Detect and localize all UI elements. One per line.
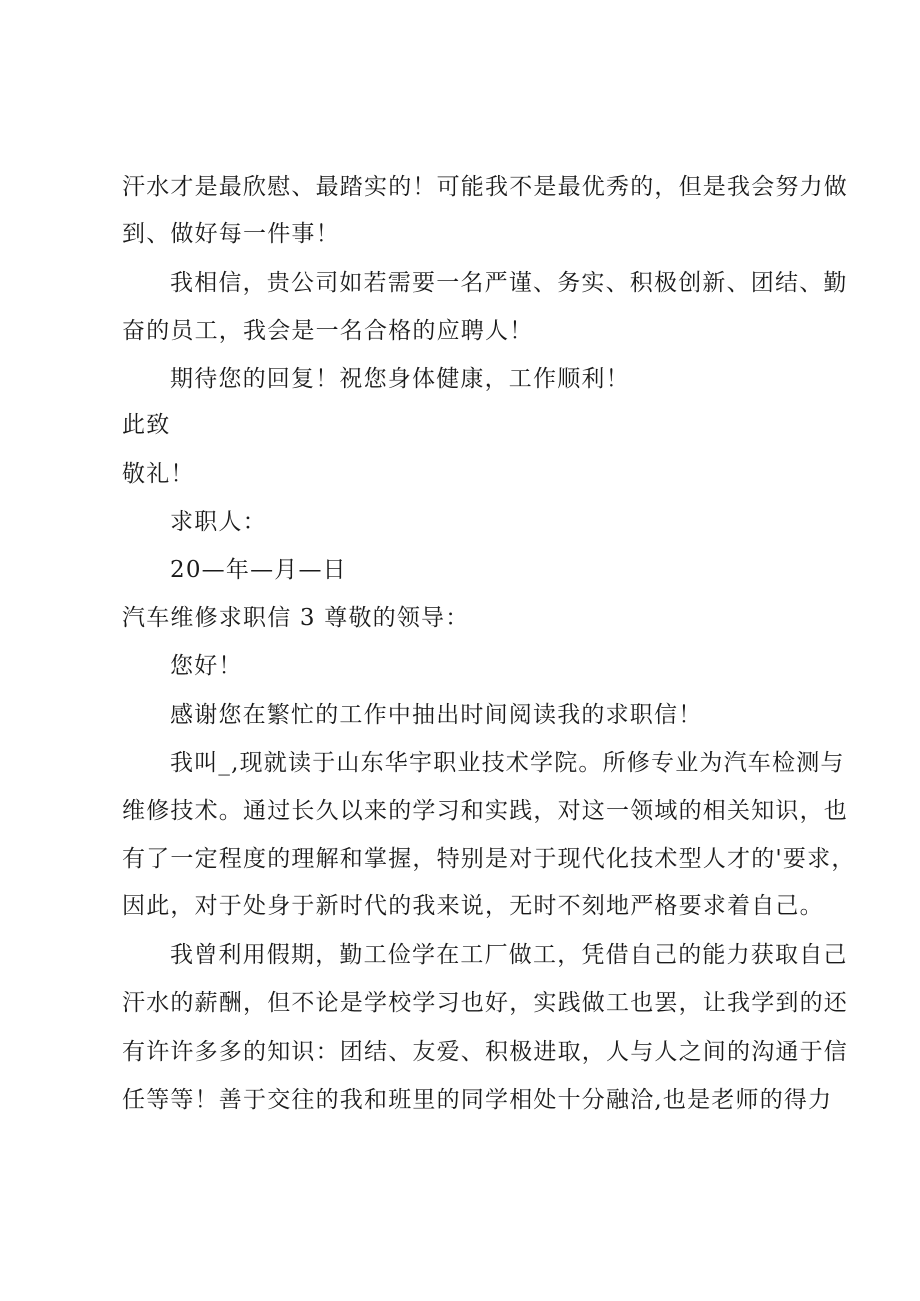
- text-line: 汗水才是最欣慰、最踏实的！可能我不是最优秀的，但是我会努力做: [122, 174, 848, 200]
- greeting-line: 您好！: [170, 653, 243, 679]
- text-line: 我相信，贵公司如若需要一名严谨、务实、积极创新、团结、勤: [170, 270, 848, 296]
- text-line: 维修技术。通过长久以来的学习和实践，对这一领域的相关知识，也: [122, 798, 848, 824]
- date-line: 20—年—月—日: [170, 557, 347, 583]
- salutation-line: 此致: [122, 412, 171, 438]
- text-line: 任等等！善于交往的我和班里的同学相处十分融洽,也是老师的得力: [122, 1087, 833, 1113]
- text-line: 感谢您在繁忙的工作中抽出时间阅读我的求职信！: [170, 702, 703, 728]
- text-line: 我曾利用假期，勤工俭学在工厂做工，凭借自己的能力获取自己: [170, 942, 848, 968]
- text-line: 奋的员工，我会是一名合格的应聘人！: [122, 318, 534, 344]
- text-line: 汗水的薪酬，但不论是学校学习也好，实践做工也罢，让我学到的还: [122, 990, 848, 1016]
- section-heading: 汽车维修求职信 3 尊敬的领导：: [122, 605, 470, 631]
- text-line: 到、做好每一件事！: [122, 221, 340, 247]
- text-line: 有许许多多的知识：团结、友爱、积极进取，人与人之间的沟通于信: [122, 1039, 848, 1065]
- signature-label: 求职人：: [170, 509, 267, 535]
- text-line: 我叫_,现就读于山东华宇职业技术学院。所修专业为汽车检测与: [170, 750, 845, 776]
- text-line: 因此，对于处身于新时代的我来说，无时不刻地严格要求着自己。: [122, 893, 824, 919]
- text-line: 期待您的回复！祝您身体健康，工作顺利！: [170, 366, 630, 392]
- salutation-line: 敬礼！: [122, 461, 195, 487]
- text-line: 有了一定程度的理解和掌握，特别是对于现代化技术型人才的'要求，: [122, 846, 856, 872]
